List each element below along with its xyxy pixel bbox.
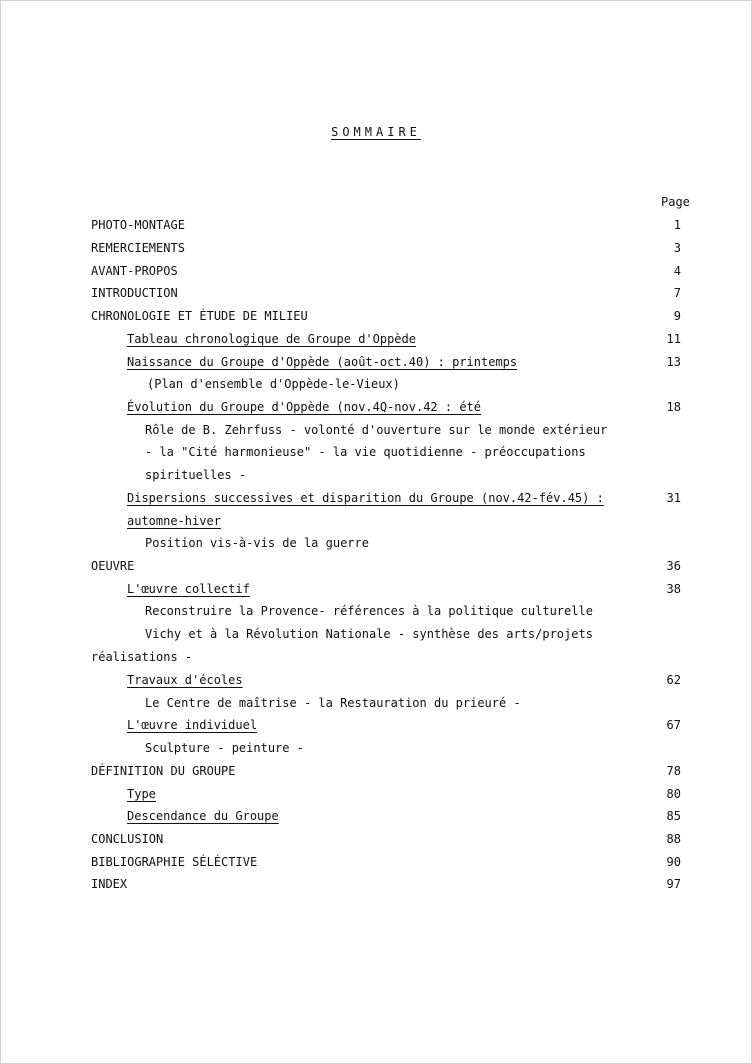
toc-detail-plan (1, 376, 751, 398)
toc-subentry-naissance (1, 354, 751, 376)
toc-entry-text: Travaux d'écoles (127, 673, 243, 687)
page-title: SOMMAIRE (331, 125, 421, 139)
page-column-header: Page (661, 195, 690, 209)
toc-detail-line (1, 535, 751, 557)
toc-detail-line (1, 695, 751, 717)
toc-entry-text: OEUVRE (91, 559, 135, 573)
toc-subentry-dispersions (1, 490, 751, 512)
toc-entry-text: REMERCIEMENTS (91, 241, 185, 255)
toc-detail-line (1, 649, 751, 671)
toc-entry-text: Dispersions successives et disparition du Groupe (nov.42-fév.45) : (127, 491, 604, 505)
toc-entry-text: - la "Cité harmonieuse" - la vie quotidienne - préoccupations (145, 445, 586, 459)
toc-subentry-tableau-chronologique (1, 331, 751, 353)
toc-entry-page: 7 (673, 286, 681, 300)
toc-detail-line (1, 740, 751, 762)
toc-detail-line (1, 603, 751, 625)
toc-entry-text: INTRODUCTION (91, 286, 178, 300)
toc-detail-line (1, 626, 751, 648)
toc-entry-text: Vichy et à la Révolution Nationale - synthèse des arts/projets (145, 627, 593, 641)
toc-entry-text: Tableau chronologique de Groupe d'Oppède (127, 332, 416, 346)
toc-entry-text: Sculpture - peinture - (145, 741, 304, 755)
toc-entry-conclusion (1, 831, 751, 853)
toc-entry-page: 36 (666, 559, 681, 573)
toc-entry-page: 90 (666, 855, 681, 869)
toc-entry-text: AVANT-PROPOS (91, 264, 178, 278)
toc-entry-photo-montage (1, 217, 751, 239)
toc-entry-text: Type (127, 787, 156, 801)
toc-entry-page: 3 (673, 241, 681, 255)
toc-entry-text: (Plan d'ensemble d'Oppède-le-Vieux) (147, 377, 400, 391)
toc-entry-text: BIBLIOGRAPHIE SÉLÉCTIVE (91, 855, 258, 869)
toc-entry-text: Le Centre de maîtrise - la Restauration du prieuré - (145, 696, 521, 710)
toc-subentry-continuation (1, 513, 751, 535)
toc-entry-text: CONCLUSION (91, 832, 164, 846)
toc-entry-page: 18 (666, 400, 681, 414)
toc-entry-text: réalisations - (91, 650, 193, 664)
toc-entry-page: 9 (673, 309, 681, 323)
toc-subentry-travaux-ecoles (1, 672, 751, 694)
toc-entry-page: 11 (666, 332, 681, 346)
toc-subentry-evolution (1, 399, 751, 421)
toc-entry-page: 13 (666, 355, 681, 369)
toc-entry-bibliographie (1, 854, 751, 876)
toc-detail-line (1, 444, 751, 466)
toc-entry-page: 85 (666, 809, 681, 823)
toc-entry-remerciements (1, 240, 751, 262)
toc-entry-text: CHRONOLOGIE ET ÉTUDE DE MILIEU (91, 309, 308, 323)
toc-entry-definition (1, 763, 751, 785)
toc-entry-oeuvre (1, 558, 751, 580)
toc-entry-text: PHOTO-MONTAGE (91, 218, 185, 232)
toc-subentry-type (1, 786, 751, 808)
toc-entry-page: 1 (673, 218, 681, 232)
toc-entry-index (1, 876, 751, 898)
toc-entry-text: Évolution du Groupe d'Oppède (nov.4Q-nov.42 : été (127, 400, 482, 414)
toc-entry-page: 38 (666, 582, 681, 596)
toc-entry-page: 4 (673, 264, 681, 278)
toc-entry-text: Naissance du Groupe d'Oppède (août-oct.40) : printemps (127, 355, 518, 369)
toc-detail-line (1, 422, 751, 444)
toc-subentry-oeuvre-individuel (1, 717, 751, 739)
toc-entry-text: automne-hiver (127, 514, 221, 528)
toc-entry-text: L'œuvre collectif (127, 582, 250, 596)
toc-entry-text: DÉFINITION DU GROUPE (91, 764, 236, 778)
toc-entry-text: INDEX (91, 877, 128, 891)
toc-entry-page: 62 (666, 673, 681, 687)
toc-entry-page: 80 (666, 787, 681, 801)
toc-entry-text: Position vis-à-vis de la guerre (145, 536, 369, 550)
toc-subentry-descendance (1, 808, 751, 830)
toc-subentry-oeuvre-collectif (1, 581, 751, 603)
toc-entry-text: Reconstruire la Provence- références à la politique culturelle (145, 604, 593, 618)
toc-entry-avant-propos (1, 263, 751, 285)
toc-entry-text: Descendance du Groupe (127, 809, 279, 823)
toc-entry-page: 78 (666, 764, 681, 778)
toc-entry-page: 67 (666, 718, 681, 732)
toc-entry-introduction (1, 285, 751, 307)
toc-entry-page: 97 (666, 877, 681, 891)
toc-entry-page: 88 (666, 832, 681, 846)
toc-detail-line (1, 467, 751, 489)
toc-entry-text: Rôle de B. Zehrfuss - volonté d'ouverture sur le monde extérieur (145, 423, 608, 437)
toc-entry-text: L'œuvre individuel (127, 718, 258, 732)
toc-entry-text: spirituelles - (145, 468, 247, 482)
toc-entry-chronologie (1, 308, 751, 330)
toc-entry-page: 31 (666, 491, 681, 505)
